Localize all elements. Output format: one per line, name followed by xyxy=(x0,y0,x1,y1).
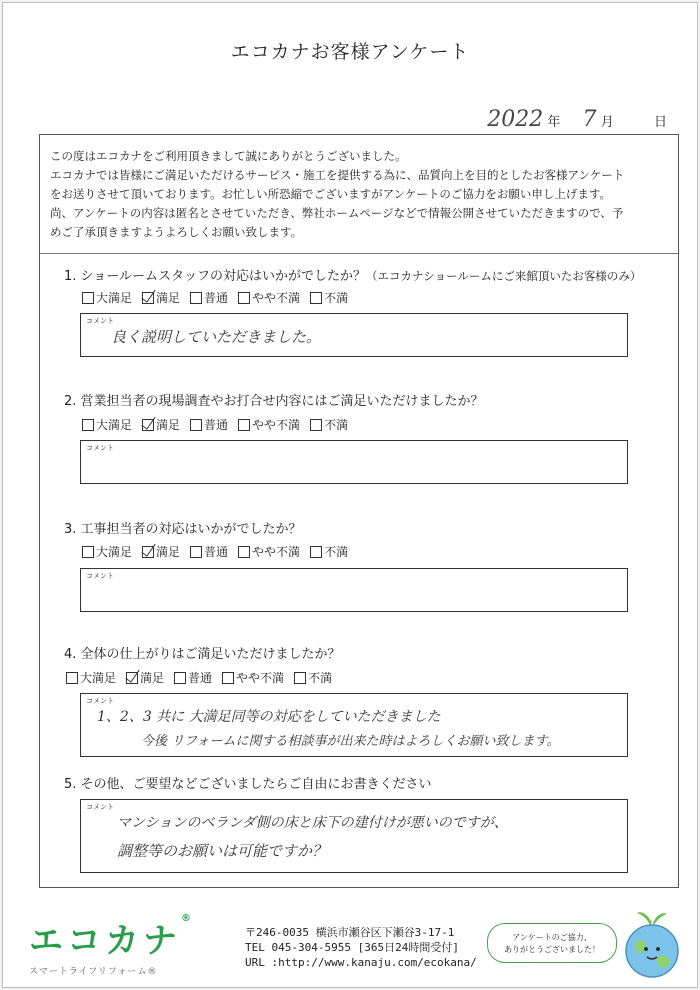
checkbox[interactable] xyxy=(190,419,202,431)
rating-option[interactable] xyxy=(190,543,228,560)
rating-option-label: 満足 xyxy=(156,418,181,432)
question-3-comment-box[interactable] xyxy=(80,568,628,612)
question-3 xyxy=(64,518,302,537)
checkbox-checked[interactable] xyxy=(126,672,138,684)
question-2-options xyxy=(82,416,348,433)
date-month-unit: 月 xyxy=(600,115,614,130)
rating-option-label: 不満 xyxy=(308,671,333,685)
question-1-comment-box[interactable] xyxy=(80,313,628,357)
rating-option[interactable] xyxy=(82,416,132,433)
question-2-comment-box[interactable] xyxy=(80,440,628,484)
date-line xyxy=(487,107,667,132)
intro-line: めご了承頂きますようよろしくお願い致します。 xyxy=(50,225,303,239)
logo-wordmark xyxy=(29,913,195,962)
checkbox[interactable] xyxy=(82,292,94,304)
checkbox[interactable] xyxy=(82,546,94,558)
question-2-text: 2. 営業担当者の現場調査やお打合せ内容にはご満足いただけましたか？ xyxy=(64,394,484,409)
rating-option[interactable] xyxy=(174,669,212,686)
checkbox[interactable] xyxy=(238,292,250,304)
rating-option[interactable] xyxy=(310,416,348,433)
rating-option-label: 普通 xyxy=(204,291,229,305)
rating-option-label: 満足 xyxy=(140,671,165,685)
checkbox-checked[interactable] xyxy=(142,546,154,558)
divider xyxy=(40,253,678,254)
rating-option[interactable] xyxy=(142,289,180,306)
rating-option-label: やや不満 xyxy=(252,291,301,305)
comment-label: コメント xyxy=(86,803,114,811)
question-5-comment-box[interactable] xyxy=(80,799,628,873)
rating-option[interactable] xyxy=(142,543,180,560)
question-5-text: 5. その他、ご要望などございましたらご自由にお書きください xyxy=(64,777,432,792)
survey-page xyxy=(2,2,698,988)
intro-line: をお送りさせて頂いております。お忙しい所恐縮でございますがアンケートのご協力をお願い申し上げます。 xyxy=(50,187,611,201)
rating-option-label: 普通 xyxy=(204,545,229,559)
question-4-comment-line-1: 1、2、3 共に 大満足同等の対応をしていただきました xyxy=(97,709,441,725)
question-3-options xyxy=(82,543,348,560)
rating-option-label: やや不満 xyxy=(236,671,285,685)
checkbox-checked[interactable] xyxy=(142,419,154,431)
rating-option-label: 不満 xyxy=(324,545,349,559)
rating-option[interactable] xyxy=(82,289,132,306)
bubble-line: アンケートのご協力、 xyxy=(512,933,592,942)
rating-option[interactable] xyxy=(126,669,164,686)
question-4-comment-line-2: 今後 リフォームに関する相談事が出来た時はよろしくお願い致します。 xyxy=(141,734,560,749)
url-line: URL :http://www.kanaju.com/ecokana/ xyxy=(245,956,477,969)
date-month: 7 xyxy=(582,107,597,132)
rating-option-label: 大満足 xyxy=(96,418,133,432)
rating-option-label: 不満 xyxy=(324,291,349,305)
rating-option-label: やや不満 xyxy=(252,545,301,559)
rating-option[interactable] xyxy=(238,543,300,560)
rating-option-label: 普通 xyxy=(204,418,229,432)
question-5-comment-line-2: 調整等のお願いは可能ですか？ xyxy=(117,842,328,860)
rating-option[interactable] xyxy=(82,543,132,560)
logo-text: エコカナ xyxy=(29,921,181,961)
bubble-line: ありがとうございました！ xyxy=(504,945,600,954)
question-5 xyxy=(64,773,432,792)
checkbox[interactable] xyxy=(174,672,186,684)
checkbox[interactable] xyxy=(82,419,94,431)
rating-option[interactable] xyxy=(190,416,228,433)
rating-option[interactable] xyxy=(66,669,116,686)
question-4-comment-box[interactable] xyxy=(80,693,628,757)
date-day-unit: 日 xyxy=(653,115,667,130)
question-4-options xyxy=(66,669,332,686)
rating-option[interactable] xyxy=(222,669,284,686)
intro-text xyxy=(50,147,670,242)
date-year-unit: 年 xyxy=(547,115,561,130)
page-title: エコカナお客様アンケート xyxy=(230,41,470,63)
comment-label: コメント xyxy=(86,572,114,580)
company-address xyxy=(245,925,477,970)
address-line: 〒246-0035 横浜市瀬谷区下瀬谷3-17-1 xyxy=(245,926,455,939)
logo-tagline: スマートライフリフォーム® xyxy=(29,967,158,977)
rating-option-label: やや不満 xyxy=(252,418,301,432)
date-year: 2022 xyxy=(487,107,544,132)
rating-option[interactable] xyxy=(294,669,332,686)
checkbox-checked[interactable] xyxy=(142,292,154,304)
intro-line: エコカナでは皆様にご満足いただけるサービス・施工を提供する為に、品質向上を目的としたお客様アンケート xyxy=(50,168,625,182)
checkbox[interactable] xyxy=(310,546,322,558)
checkbox[interactable] xyxy=(238,419,250,431)
question-1-note: （エコカナショールームにご来館頂いたお客様のみ） xyxy=(366,269,642,283)
rating-option[interactable] xyxy=(310,543,348,560)
intro-line: この度はエコカナをご利用頂きまして誠にありがとうございました。 xyxy=(50,149,407,163)
rating-option[interactable] xyxy=(238,416,300,433)
question-3-text: 3. 工事担当者の対応はいかがでしたか？ xyxy=(64,522,302,537)
comment-label: コメント xyxy=(86,444,114,452)
rating-option[interactable] xyxy=(142,416,180,433)
checkbox[interactable] xyxy=(190,292,202,304)
question-1 xyxy=(64,265,641,284)
checkbox[interactable] xyxy=(66,672,78,684)
question-1-options xyxy=(82,289,348,306)
rating-option-label: 大満足 xyxy=(80,671,117,685)
rating-option-label: 満足 xyxy=(156,291,181,305)
question-2 xyxy=(64,390,484,409)
checkbox[interactable] xyxy=(294,672,306,684)
rating-option-label: 大満足 xyxy=(96,291,133,305)
question-4 xyxy=(64,643,341,662)
checkbox[interactable] xyxy=(310,419,322,431)
logo-registered-mark: ® xyxy=(181,913,195,924)
comment-label: コメント xyxy=(86,697,114,705)
question-4-text: 4. 全体の仕上がりはご満足いただけましたか？ xyxy=(64,647,341,662)
survey-frame xyxy=(39,134,679,888)
comment-label: コメント xyxy=(86,317,114,325)
company-logo xyxy=(29,913,195,977)
rating-option-label: 不満 xyxy=(324,418,349,432)
rating-option-label: 大満足 xyxy=(96,545,133,559)
rating-option[interactable] xyxy=(238,289,300,306)
checkbox[interactable] xyxy=(238,546,250,558)
phone-line: TEL 045-304-5955 [365日24時間受付] xyxy=(245,941,459,954)
question-1-comment: 良く説明していただきました。 xyxy=(111,328,322,346)
rating-option-label: 満足 xyxy=(156,545,181,559)
intro-line: 尚、アンケートの内容は匿名とさせていただき、弊社ホームページなどで情報公開させていただきますので、予 xyxy=(50,206,624,220)
rating-option-label: 普通 xyxy=(188,671,213,685)
thanks-speech-bubble xyxy=(487,923,617,963)
question-1-text: 1. ショールームスタッフの対応はいかがでしたか？ xyxy=(64,269,367,284)
checkbox[interactable] xyxy=(222,672,234,684)
earth-mascot-icon xyxy=(617,905,687,981)
checkbox[interactable] xyxy=(310,292,322,304)
rating-option[interactable] xyxy=(190,289,228,306)
question-5-comment-line-1: マンションのベランダ側の床と床下の建付けが悪いのですが、 xyxy=(117,815,508,831)
rating-option[interactable] xyxy=(310,289,348,306)
checkbox[interactable] xyxy=(190,546,202,558)
